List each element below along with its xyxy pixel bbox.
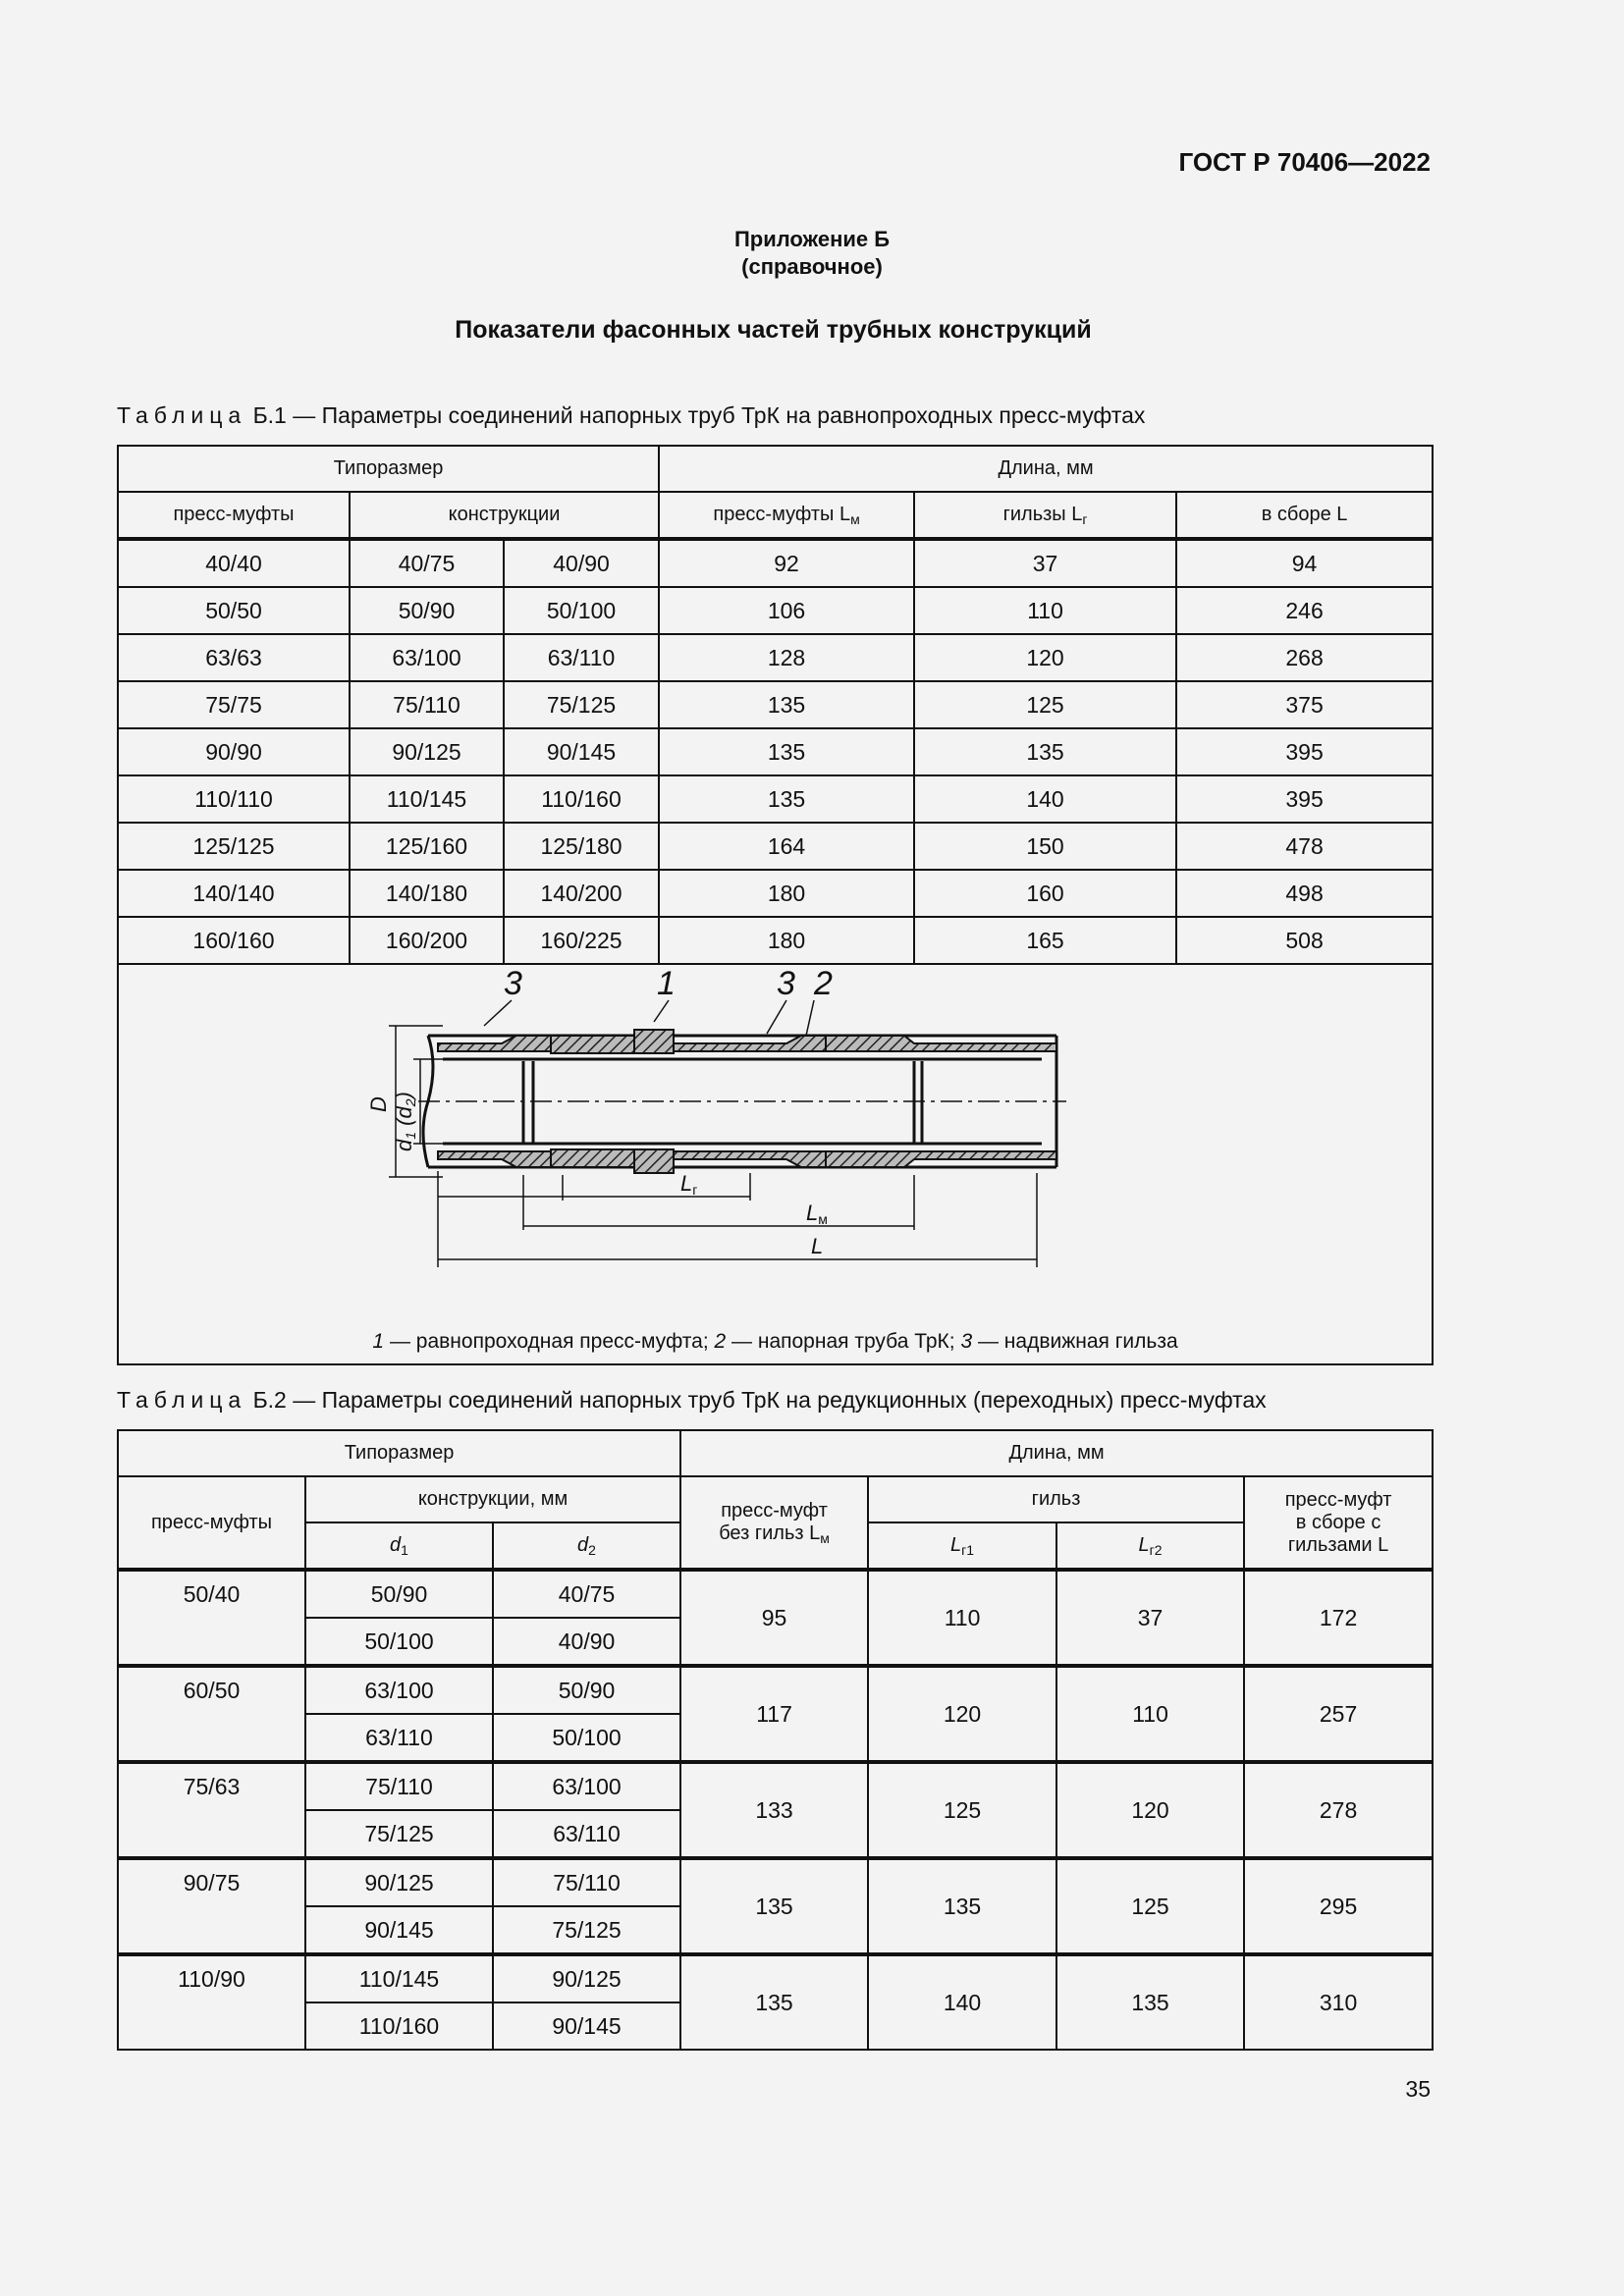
table-cell: 40/90 [504, 539, 659, 587]
table-row [118, 728, 1433, 775]
label-Lm: Lм [806, 1201, 828, 1227]
table-cell: 128 [659, 634, 914, 681]
table-cell: 135 [680, 1858, 868, 1954]
table-cell: 90/125 [493, 1954, 680, 2002]
table-cell: 120 [914, 634, 1176, 681]
table-cell: 140 [914, 775, 1176, 823]
table-cell: 40/40 [118, 539, 350, 587]
label-Lg: Lг [680, 1171, 698, 1198]
table2-header-lg1: $L_{г1}$ [868, 1522, 1056, 1570]
table-cell: 63/100 [350, 634, 504, 681]
table-cell: 95 [680, 1570, 868, 1666]
table-cell: 395 [1176, 728, 1433, 775]
table2-header-gilz: гильз [868, 1476, 1244, 1522]
table-cell: 75/125 [493, 1906, 680, 1954]
table-cell: 75/125 [305, 1810, 493, 1858]
table-cell: 75/75 [118, 681, 350, 728]
table1-header-l: в сборе L [1176, 492, 1433, 539]
table-cell: 120 [868, 1666, 1056, 1762]
table-cell: 50/40 [118, 1570, 305, 1666]
table-cell: 110 [868, 1570, 1056, 1666]
table-cell: 268 [1176, 634, 1433, 681]
table-cell: 110/160 [504, 775, 659, 823]
label-2: 2 [814, 965, 833, 1002]
table-cell: 63/100 [493, 1762, 680, 1810]
table-cell: 125 [1056, 1858, 1244, 1954]
label-3a: 3 [504, 965, 522, 1002]
table-cell: 94 [1176, 539, 1433, 587]
table1-header-lm-text: пресс-муфты L [713, 503, 851, 525]
table-cell: 90/145 [504, 728, 659, 775]
table-cell: 172 [1244, 1570, 1433, 1666]
table-cell: 110/145 [350, 775, 504, 823]
table2-header-l-line1: пресс-муфт [1284, 1488, 1392, 1511]
label-3b: 3 [777, 965, 795, 1002]
table2-header-dlina: Длина, мм [680, 1430, 1433, 1476]
table2-caption-text: Б.2 — Параметры соединений напорных труб ТрК на редукционных (переходных) пресс-муфтах [252, 1387, 1267, 1413]
figure-caption-text1: — равнопроходная пресс-муфта; [384, 1330, 715, 1353]
table-cell: 125/180 [504, 823, 659, 870]
table-cell: 310 [1244, 1954, 1433, 2050]
table1-header-lg-text: гильзы L [1002, 503, 1083, 525]
section-title: Показатели фасонных частей трубных конструкций [455, 316, 1092, 344]
table-cell: 295 [1244, 1858, 1433, 1954]
table-row [118, 917, 1433, 964]
table1-caption [117, 402, 1145, 429]
table2-header-l-line3: гильзами L [1287, 1533, 1389, 1556]
table-cell: 117 [680, 1666, 868, 1762]
figure-caption-num3: 3 [960, 1330, 973, 1353]
table-cell: 180 [659, 870, 914, 917]
table-cell: 278 [1244, 1762, 1433, 1858]
table-cell: 135 [868, 1858, 1056, 1954]
table2-header-l [1244, 1476, 1433, 1570]
figure-cell [118, 964, 1433, 1364]
table2-caption [117, 1387, 1267, 1414]
table-cell: 164 [659, 823, 914, 870]
table1-header-press: пресс-муфты [118, 492, 350, 539]
table-cell: 75/110 [305, 1762, 493, 1810]
table-cell: 40/75 [493, 1570, 680, 1618]
table-cell: 110 [914, 587, 1176, 634]
table1-header-lg [914, 492, 1176, 539]
figure-caption-num1: 1 [372, 1330, 385, 1353]
table-cell: 63/100 [305, 1666, 493, 1714]
table-cell: 110/90 [118, 1954, 305, 2050]
table-row [118, 1858, 1433, 1906]
figure-caption-num2: 2 [714, 1330, 727, 1353]
table2-header-lm-line1: пресс-муфт [721, 1499, 828, 1522]
table-cell: 135 [659, 775, 914, 823]
table2-header-lm-line2: без гильз $L_м$ [719, 1522, 830, 1546]
table-cell: 92 [659, 539, 914, 587]
appendix-heading [0, 226, 1624, 281]
label-1: 1 [657, 965, 676, 1002]
table-cell: 160/200 [350, 917, 504, 964]
table-cell: 140/140 [118, 870, 350, 917]
table-row [118, 1570, 1433, 1618]
figure-caption [119, 1330, 1432, 1354]
table1-header-lm-sub: м [850, 510, 860, 527]
table-cell: 37 [914, 539, 1176, 587]
table-cell: 50/100 [504, 587, 659, 634]
table1-header-lm [659, 492, 914, 539]
table2-header-tiporazmer: Типоразмер [118, 1430, 680, 1476]
table-row [118, 634, 1433, 681]
table1 [117, 445, 1434, 1365]
table-cell: 63/110 [504, 634, 659, 681]
table-cell: 50/100 [493, 1714, 680, 1762]
table-cell: 478 [1176, 823, 1433, 870]
table-cell: 60/50 [118, 1666, 305, 1762]
table-row [118, 823, 1433, 870]
table1-header-tiporazmer: Типоразмер [118, 446, 659, 492]
table-cell: 90/125 [305, 1858, 493, 1906]
table1-caption-text: Б.1 — Параметры соединений напорных труб ТрК на равнопроходных пресс-муфтах [252, 402, 1146, 428]
table-cell: 160 [914, 870, 1176, 917]
table-cell: 90/145 [305, 1906, 493, 1954]
table1-header-dlina: Длина, мм [659, 446, 1433, 492]
table-row [118, 870, 1433, 917]
table-cell: 180 [659, 917, 914, 964]
table-cell: 40/90 [493, 1618, 680, 1666]
figure-caption-text2: — напорная труба ТрК; [726, 1330, 961, 1353]
table-row [118, 681, 1433, 728]
appendix-title: Приложение Б [733, 227, 891, 251]
page-number: 35 [1405, 2076, 1431, 2102]
table-cell: 125/125 [118, 823, 350, 870]
table1-header-konstr: конструкции [350, 492, 659, 539]
table-cell: 90/145 [493, 2002, 680, 2050]
table-cell: 75/110 [350, 681, 504, 728]
table2-caption-prefix: Таблица [117, 1387, 247, 1413]
press-coupling-drawing [119, 965, 1433, 1363]
table-cell: 63/63 [118, 634, 350, 681]
table-cell: 133 [680, 1762, 868, 1858]
table-cell: 135 [680, 1954, 868, 2050]
table-cell: 37 [1056, 1570, 1244, 1666]
table-cell: 160/160 [118, 917, 350, 964]
table-cell: 50/50 [118, 587, 350, 634]
table-cell: 50/90 [350, 587, 504, 634]
table-cell: 135 [1056, 1954, 1244, 2050]
table-cell: 75/125 [504, 681, 659, 728]
table-cell: 140/200 [504, 870, 659, 917]
table-cell: 125 [914, 681, 1176, 728]
figure-labels [366, 965, 833, 1258]
table-cell: 135 [914, 728, 1176, 775]
table2-header-lm [680, 1476, 868, 1570]
table-cell: 140 [868, 1954, 1056, 2050]
table-row [118, 1666, 1433, 1714]
table-cell: 135 [659, 728, 914, 775]
table-cell: 110/160 [305, 2002, 493, 2050]
table-cell: 90/75 [118, 1858, 305, 1954]
table2-header-d2: $d_2$ [493, 1522, 680, 1570]
table-cell: 150 [914, 823, 1176, 870]
table-row [118, 539, 1433, 587]
table1-header-lg-sub: г [1082, 510, 1088, 527]
table-cell: 75/63 [118, 1762, 305, 1858]
table-row [118, 1954, 1433, 2002]
table-cell: 120 [1056, 1762, 1244, 1858]
table-cell: 508 [1176, 917, 1433, 964]
table-cell: 110/110 [118, 775, 350, 823]
table2-header-d1: $d_1$ [305, 1522, 493, 1570]
table2-header-press: пресс-муфты [118, 1476, 305, 1570]
table2-header-konstr: конструкции, мм [305, 1476, 680, 1522]
table-cell: 90/90 [118, 728, 350, 775]
appendix-subtitle: (справочное) [741, 254, 883, 279]
table-cell: 106 [659, 587, 914, 634]
table-cell: 90/125 [350, 728, 504, 775]
table-cell: 75/110 [493, 1858, 680, 1906]
document-code: ГОСТ Р 70406—2022 [1178, 147, 1431, 177]
table-cell: 110 [1056, 1666, 1244, 1762]
table-cell: 257 [1244, 1666, 1433, 1762]
table-cell: 63/110 [493, 1810, 680, 1858]
table2-header-l-line2: в сборе с [1295, 1511, 1381, 1533]
table-cell: 140/180 [350, 870, 504, 917]
table-cell: 63/110 [305, 1714, 493, 1762]
table-cell: 160/225 [504, 917, 659, 964]
table-cell: 375 [1176, 681, 1433, 728]
table-cell: 125 [868, 1762, 1056, 1858]
table-cell: 110/145 [305, 1954, 493, 2002]
table-cell: 50/90 [493, 1666, 680, 1714]
dimension-lines [389, 1000, 1037, 1267]
table-cell: 125/160 [350, 823, 504, 870]
table-cell: 165 [914, 917, 1176, 964]
label-L: L [811, 1234, 824, 1258]
label-d1d2: d1 (d2) [392, 1092, 418, 1151]
table2 [117, 1429, 1434, 2051]
table-cell: 395 [1176, 775, 1433, 823]
label-D: D [366, 1096, 391, 1112]
figure-caption-text3: — надвижная гильза [972, 1330, 1178, 1353]
table-cell: 498 [1176, 870, 1433, 917]
table-row [118, 775, 1433, 823]
table1-caption-prefix: Таблица [117, 402, 247, 428]
table2-header-lg2: $L_{г2}$ [1056, 1522, 1244, 1570]
table-cell: 50/90 [305, 1570, 493, 1618]
table-row [118, 587, 1433, 634]
table-cell: 50/100 [305, 1618, 493, 1666]
table-cell: 40/75 [350, 539, 504, 587]
table-row [118, 1762, 1433, 1810]
table-cell: 246 [1176, 587, 1433, 634]
table-cell: 135 [659, 681, 914, 728]
